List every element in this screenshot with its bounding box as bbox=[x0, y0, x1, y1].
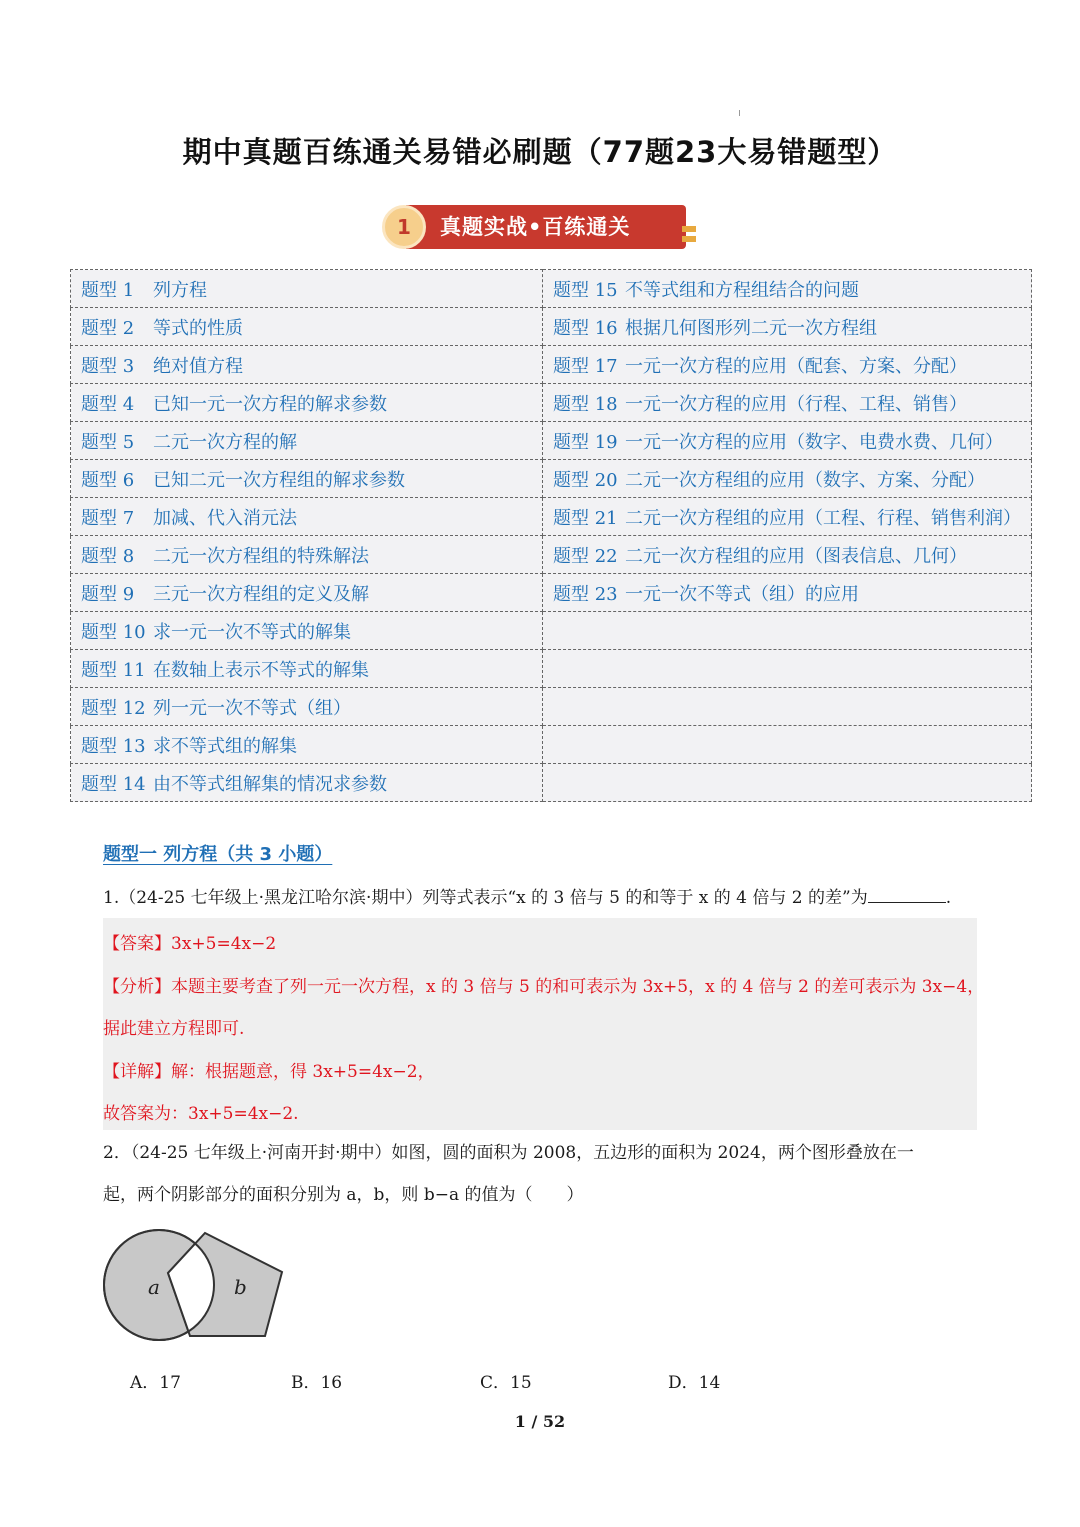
toc-cell-left[interactable] bbox=[71, 764, 543, 802]
toc-item-name: 由不等式组解集的情况求参数 bbox=[153, 773, 387, 795]
toc-cell-left[interactable] bbox=[71, 574, 543, 612]
toc-item-name: 二元一次方程组的特殊解法 bbox=[153, 545, 369, 567]
toc-table bbox=[70, 269, 1032, 802]
page-number: 1 / 52 bbox=[514, 1412, 566, 1431]
toc-item-number: 题型 13 bbox=[81, 735, 146, 757]
toc-item-number: 题型 16 bbox=[553, 317, 618, 339]
banner-text: 真题实战•百练通关 bbox=[440, 215, 631, 239]
toc-item-number: 题型 9 bbox=[81, 583, 135, 605]
question-1 bbox=[103, 877, 951, 919]
toc-row bbox=[71, 346, 1032, 384]
scan-mark bbox=[739, 110, 740, 116]
toc-item-name: 二元一次方程的解 bbox=[153, 431, 297, 453]
analysis-line-cont: 据此建立方程即可. bbox=[103, 1019, 245, 1039]
toc-cell-left[interactable] bbox=[71, 308, 543, 346]
toc-cell-left[interactable] bbox=[71, 612, 543, 650]
toc-row bbox=[71, 574, 1032, 612]
banner-number-badge: 1 bbox=[382, 205, 426, 249]
toc-item-number: 题型 14 bbox=[81, 773, 146, 795]
toc-item-number: 题型 11 bbox=[81, 659, 146, 681]
toc-row bbox=[71, 650, 1032, 688]
toc-row bbox=[71, 270, 1032, 308]
toc-item-name: 已知二元一次方程组的解求参数 bbox=[153, 469, 405, 491]
toc-row bbox=[71, 536, 1032, 574]
toc-item-name: 一元一次方程的应用（配套、方案、分配） bbox=[625, 355, 967, 377]
toc-row bbox=[71, 688, 1032, 726]
toc-item-number: 题型 23 bbox=[553, 583, 618, 605]
circle-pentagon-figure bbox=[100, 1228, 300, 1348]
toc-cell-left[interactable] bbox=[71, 498, 543, 536]
toc-row bbox=[71, 726, 1032, 764]
toc-item-number: 题型 12 bbox=[81, 697, 146, 719]
toc-item-name: 一元一次方程的应用（数字、电费水费、几何） bbox=[625, 431, 1003, 453]
toc-cell-right[interactable] bbox=[543, 384, 1032, 422]
toc-cell-right[interactable] bbox=[543, 536, 1032, 574]
toc-cell-left[interactable] bbox=[71, 460, 543, 498]
section-heading-link[interactable]: 题型一 列方程（共 3 小题） bbox=[103, 844, 333, 865]
toc-item-name: 在数轴上表示不等式的解集 bbox=[153, 659, 369, 681]
toc-cell-right[interactable] bbox=[543, 460, 1032, 498]
label-b: b bbox=[234, 1275, 247, 1299]
toc-cell-right bbox=[543, 612, 1032, 650]
toc-cell-right bbox=[543, 764, 1032, 802]
toc-cell-right[interactable] bbox=[543, 270, 1032, 308]
toc-item-name: 二元一次方程组的应用（工程、行程、销售利润） bbox=[625, 507, 1021, 529]
toc-item-number: 题型 21 bbox=[553, 507, 618, 529]
toc-cell-right[interactable] bbox=[543, 574, 1032, 612]
toc-item-name: 求不等式组的解集 bbox=[153, 735, 297, 757]
page-title: 期中真题百练通关易错必刷题（77题23大易错题型） bbox=[182, 135, 898, 169]
toc-row bbox=[71, 764, 1032, 802]
banner-ribbon-tail bbox=[682, 226, 696, 232]
section-banner bbox=[382, 201, 698, 255]
toc-item-number: 题型 19 bbox=[553, 431, 618, 453]
toc-row bbox=[71, 422, 1032, 460]
toc-item-name: 一元一次方程的应用（行程、工程、销售） bbox=[625, 393, 967, 415]
toc-cell-left[interactable] bbox=[71, 536, 543, 574]
toc-cell-left[interactable] bbox=[71, 688, 543, 726]
toc-item-number: 题型 1 bbox=[81, 279, 135, 301]
toc-item-name: 求一元一次不等式的解集 bbox=[153, 621, 351, 643]
toc-item-number: 题型 5 bbox=[81, 431, 135, 453]
toc-item-name: 绝对值方程 bbox=[153, 355, 243, 377]
toc-cell-right[interactable] bbox=[543, 498, 1032, 536]
toc-cell-left[interactable] bbox=[71, 346, 543, 384]
option-d[interactable]: D．14 bbox=[668, 1373, 721, 1393]
toc-item-name: 列一元一次不等式（组） bbox=[153, 697, 351, 719]
option-b[interactable]: B．16 bbox=[291, 1373, 343, 1393]
toc-cell-left[interactable] bbox=[71, 384, 543, 422]
toc-cell-right[interactable] bbox=[543, 308, 1032, 346]
toc-row bbox=[71, 308, 1032, 346]
toc-item-number: 题型 4 bbox=[81, 393, 135, 415]
conclusion-line: 故答案为：3x+5=4x−2. bbox=[103, 1104, 299, 1124]
option-a[interactable]: A．17 bbox=[130, 1373, 181, 1393]
toc-cell-right bbox=[543, 688, 1032, 726]
toc-item-number: 题型 10 bbox=[81, 621, 146, 643]
analysis-line: 【分析】本题主要考查了列一元一次方程，x 的 3 倍与 5 的和可表示为 3x+5，x 的 4 倍与 2 的差可表示为 3x−4， bbox=[103, 977, 985, 997]
toc-item-number: 题型 2 bbox=[81, 317, 135, 339]
toc-row bbox=[71, 612, 1032, 650]
toc-row bbox=[71, 384, 1032, 422]
question-1-end: . bbox=[945, 888, 952, 908]
question-2-line2: 起，两个阴影部分的面积分别为 a，b，则 b−a 的值为（ ） bbox=[103, 1185, 584, 1205]
toc-item-number: 题型 18 bbox=[553, 393, 618, 415]
answer-line: 【答案】3x+5=4x−2 bbox=[103, 934, 277, 954]
toc-cell-right bbox=[543, 726, 1032, 764]
toc-cell-right[interactable] bbox=[543, 422, 1032, 460]
toc-item-number: 题型 20 bbox=[553, 469, 618, 491]
toc-item-number: 题型 17 bbox=[553, 355, 618, 377]
toc-item-name: 二元一次方程组的应用（图表信息、几何） bbox=[625, 545, 967, 567]
toc-item-name: 一元一次不等式（组）的应用 bbox=[625, 583, 859, 605]
toc-item-name: 根据几何图形列二元一次方程组 bbox=[625, 317, 877, 339]
toc-cell-left[interactable] bbox=[71, 422, 543, 460]
question-1-text: 1.（24-25 七年级上·黑龙江哈尔滨·期中）列等式表示“x 的 3 倍与 5 的和等于 x 的 4 倍与 2 的差”为 bbox=[103, 888, 868, 908]
toc-row bbox=[71, 498, 1032, 536]
answer-box bbox=[103, 918, 985, 1130]
toc-cell-right bbox=[543, 650, 1032, 688]
toc-row bbox=[71, 460, 1032, 498]
toc-cell-left[interactable] bbox=[71, 270, 543, 308]
toc-cell-left[interactable] bbox=[71, 650, 543, 688]
toc-item-name: 加减、代入消元法 bbox=[153, 507, 297, 529]
toc-item-number: 题型 8 bbox=[81, 545, 135, 567]
toc-item-name: 等式的性质 bbox=[153, 317, 243, 339]
toc-item-name: 二元一次方程组的应用（数字、方案、分配） bbox=[625, 469, 985, 491]
question-2-line1: 2．（24-25 七年级上·河南开封·期中）如图，圆的面积为 2008，五边形的面积为 2024，两个图形叠放在一 bbox=[103, 1143, 914, 1163]
toc-item-name: 不等式组和方程组结合的问题 bbox=[625, 279, 859, 301]
detail-line: 【详解】解：根据题意，得 3x+5=4x−2， bbox=[103, 1062, 435, 1082]
toc-cell-right[interactable] bbox=[543, 346, 1032, 384]
label-a: a bbox=[148, 1275, 160, 1299]
toc-item-number: 题型 7 bbox=[81, 507, 135, 529]
toc-item-number: 题型 22 bbox=[553, 545, 618, 567]
toc-item-number: 题型 3 bbox=[81, 355, 135, 377]
toc-item-name: 三元一次方程组的定义及解 bbox=[153, 583, 369, 605]
toc-item-name: 列方程 bbox=[153, 279, 207, 301]
toc-cell-left[interactable] bbox=[71, 726, 543, 764]
answer-blank bbox=[868, 887, 946, 903]
banner-ribbon-tail bbox=[682, 236, 696, 242]
toc-item-number: 题型 15 bbox=[553, 279, 618, 301]
toc-item-number: 题型 6 bbox=[81, 469, 135, 491]
option-c[interactable]: C．15 bbox=[480, 1373, 532, 1393]
toc-item-name: 已知一元一次方程的解求参数 bbox=[153, 393, 387, 415]
